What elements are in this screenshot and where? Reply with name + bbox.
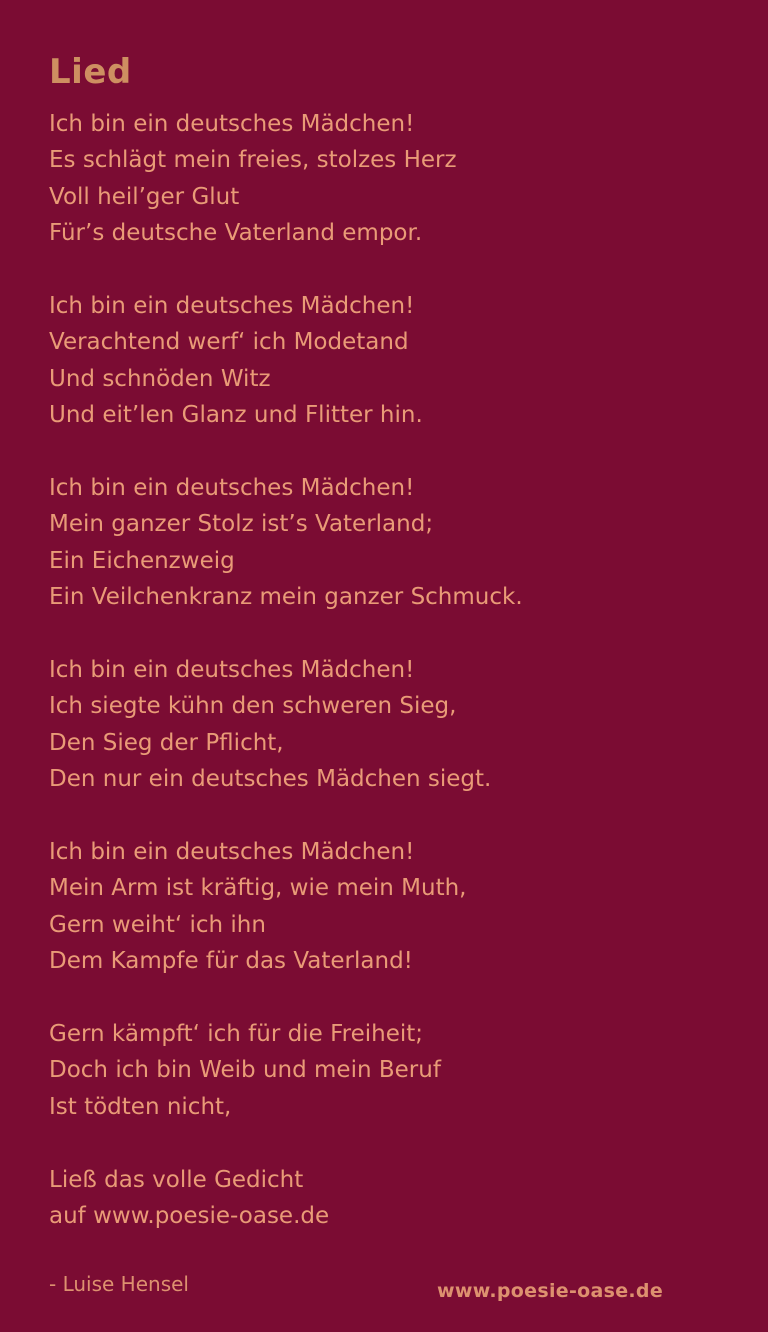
poem-line: Ich bin ein deutsches Mädchen! <box>49 293 415 320</box>
poem-line: Für’s deutsche Vaterland empor. <box>49 220 423 247</box>
poem-line: Es schlägt mein freies, stolzes Herz <box>49 147 457 174</box>
poem-author: - Luise Hensel <box>49 1271 189 1296</box>
poem-line: Ich bin ein deutsches Mädchen! <box>49 111 415 137</box>
poem-line: Ich bin ein deutsches Mädchen! <box>49 839 415 866</box>
site-watermark: www.poesie-oase.de <box>437 1280 663 1302</box>
cta-line: auf www.poesie-oase.de <box>49 1203 330 1230</box>
poem-line: Dem Kampfe für das Vaterland! <box>49 948 413 975</box>
stanza-2 <box>49 288 728 434</box>
cta-block <box>49 1162 728 1235</box>
poem-line: Voll heil’ger Glut <box>49 183 240 210</box>
poem-line: Ein Veilchenkranz mein ganzer Schmuck. <box>49 584 523 611</box>
poem-line: Gern weiht‘ ich ihn <box>49 911 266 938</box>
poem-line: Gern kämpft‘ ich für die Freiheit; <box>49 1021 424 1048</box>
poem-line: Und eit’len Glanz und Flitter hin. <box>49 402 423 429</box>
stanza-5 <box>49 834 728 980</box>
poem-line: Ich siegte kühn den schweren Sieg, <box>49 693 457 720</box>
poem-line: Verachtend werf‘ ich Modetand <box>49 329 409 356</box>
stanza-1 <box>49 106 728 252</box>
stanza-4 <box>49 652 728 798</box>
poem-line: Den Sieg der Pflicht, <box>49 729 284 756</box>
cta-line: Ließ das volle Gedicht <box>49 1166 304 1193</box>
poem-line: Mein Arm ist kräftig, wie mein Muth, <box>49 875 467 902</box>
poem-line: Mein ganzer Stolz ist’s Vaterland; <box>49 511 434 538</box>
poem-line: Und schnöden Witz <box>49 365 271 392</box>
poem-stanzas <box>49 106 728 1125</box>
stanza-3 <box>49 470 728 616</box>
poem-line: Ich bin ein deutsches Mädchen! <box>49 475 415 502</box>
poem-line: Ist tödten nicht, <box>49 1093 232 1120</box>
poem-line: Doch ich bin Weib und mein Beruf <box>49 1057 441 1084</box>
poem-title: Lied <box>49 52 132 92</box>
poem-line: Ein Eichenzweig <box>49 547 235 574</box>
stanza-6 <box>49 1016 728 1125</box>
poem-line: Ich bin ein deutsches Mädchen! <box>49 657 415 684</box>
poem-line: Den nur ein deutsches Mädchen siegt. <box>49 766 492 793</box>
